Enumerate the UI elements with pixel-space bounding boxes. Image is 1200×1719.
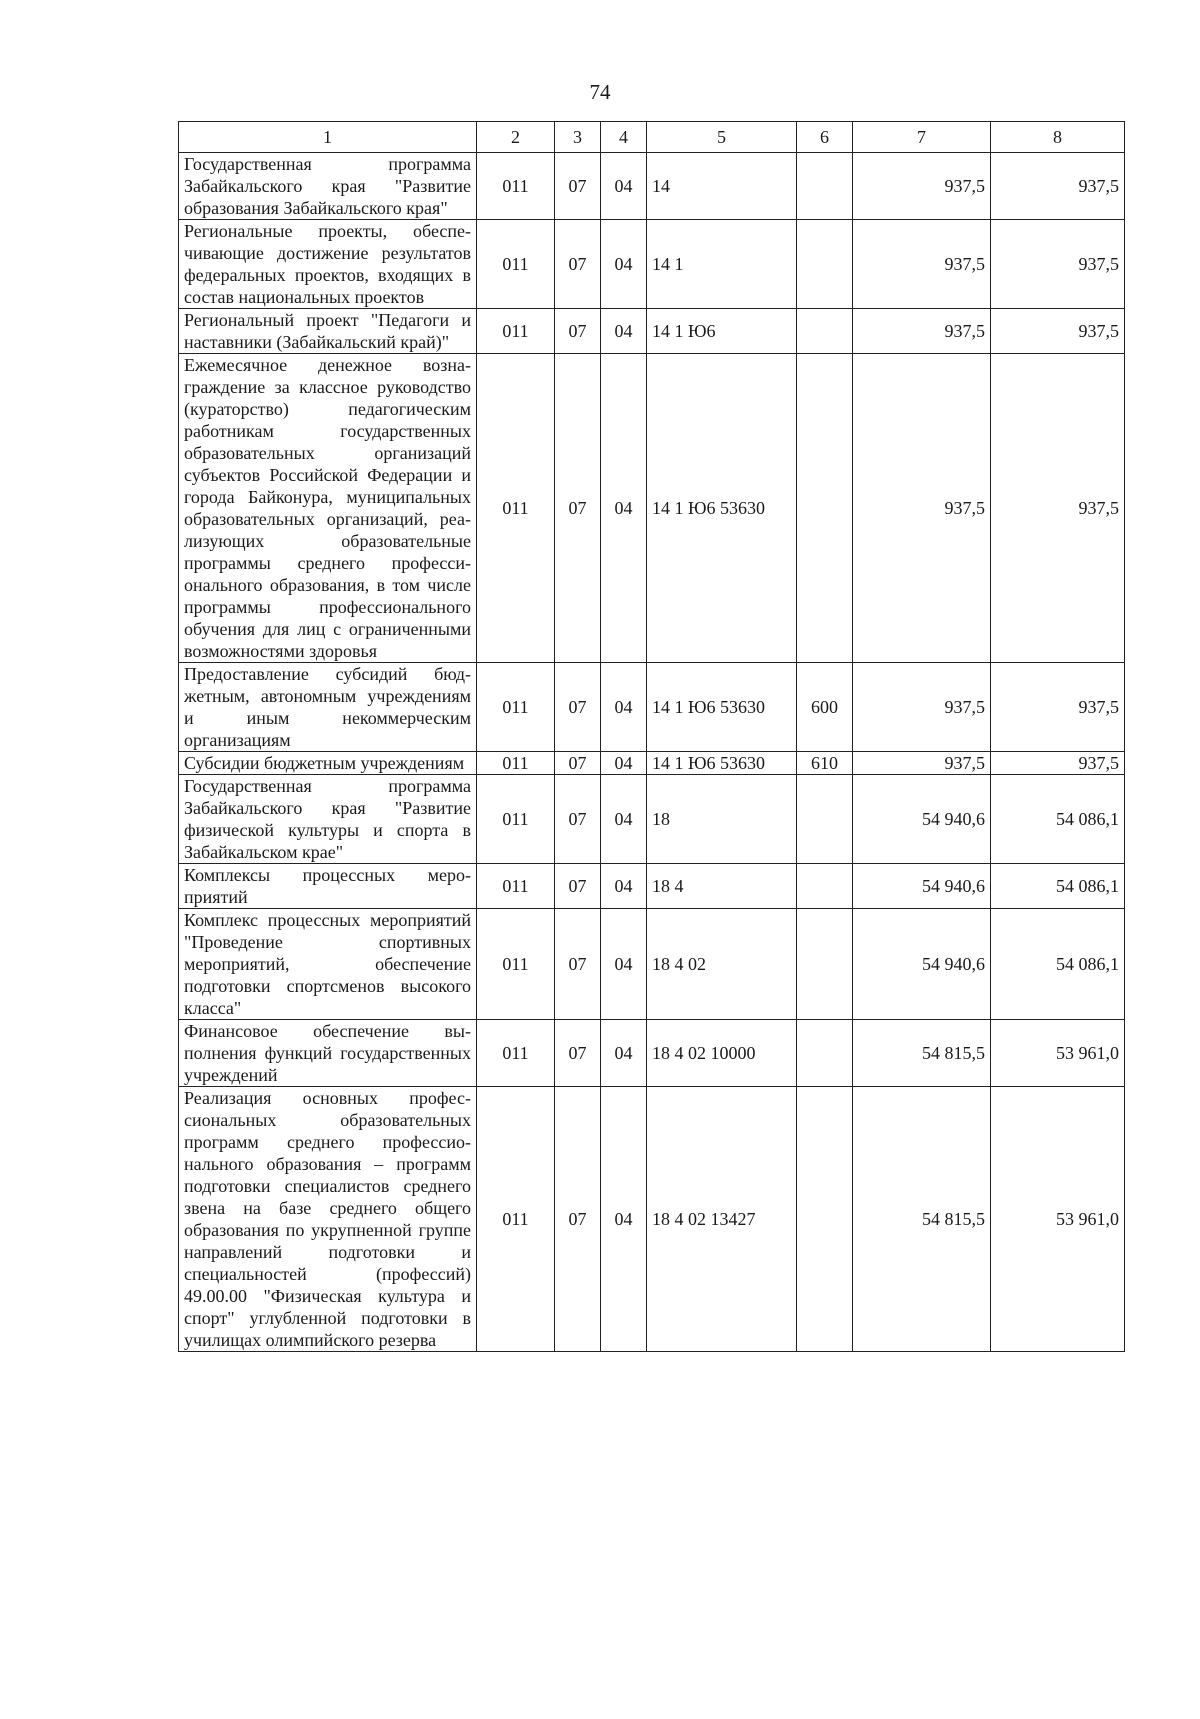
table-row (179, 153, 1125, 220)
header-col-8: 8 (991, 122, 1125, 153)
row-amount-col7: 937,5 (853, 663, 991, 752)
row-subsection: 04 (601, 153, 647, 220)
row-expense-type: 610 (797, 752, 853, 775)
row-subsection: 04 (601, 864, 647, 909)
table-row (179, 309, 1125, 354)
row-target-item: 18 4 02 10000 (647, 1020, 797, 1087)
header-row (179, 122, 1125, 153)
row-ministry-code: 011 (477, 864, 555, 909)
row-expense-type (797, 909, 853, 1020)
budget-table (178, 121, 1125, 1352)
table-row (179, 864, 1125, 909)
row-name: Предоставление субсидий бюджетным, автономным учреждениям и иным некоммерческим организациям (179, 663, 477, 752)
row-name: Комплексы процессных мероприятий (179, 864, 477, 909)
row-ministry-code: 011 (477, 220, 555, 309)
table-row (179, 752, 1125, 775)
row-subsection: 04 (601, 663, 647, 752)
row-amount-col8: 937,5 (991, 220, 1125, 309)
row-amount-col8: 53 961,0 (991, 1087, 1125, 1352)
row-target-item: 14 1 Ю6 53630 (647, 354, 797, 663)
header-col-1: 1 (179, 122, 477, 153)
row-amount-col7: 937,5 (853, 752, 991, 775)
row-amount-col8: 937,5 (991, 752, 1125, 775)
table-row (179, 1087, 1125, 1352)
header-col-2: 2 (477, 122, 555, 153)
row-amount-col7: 54 815,5 (853, 1020, 991, 1087)
row-section: 07 (555, 864, 601, 909)
row-section: 07 (555, 354, 601, 663)
row-target-item: 14 1 Ю6 (647, 309, 797, 354)
row-section: 07 (555, 752, 601, 775)
row-expense-type (797, 220, 853, 309)
row-target-item: 14 1 Ю6 53630 (647, 752, 797, 775)
row-name: Региональный проект "Педагоги и наставники (Забайкальский край)" (179, 309, 477, 354)
row-name: Ежемесячное денежное вознаграждение за классное руководство (кураторство) педагогическим работникам государственных образовательных организаций субъектов Российской Федерации и города Байконура, муниципальных образовательных организаций, реализующих образовательные программы среднего профессионального образования, в том числе программы профессионального обучения для лиц с ограниченными возможностями здоровья (179, 354, 477, 663)
row-expense-type: 600 (797, 663, 853, 752)
row-amount-col7: 54 940,6 (853, 864, 991, 909)
row-amount-col7: 937,5 (853, 309, 991, 354)
row-amount-col8: 54 086,1 (991, 864, 1125, 909)
row-target-item: 18 (647, 775, 797, 864)
row-section: 07 (555, 153, 601, 220)
row-section: 07 (555, 1020, 601, 1087)
row-amount-col7: 937,5 (853, 153, 991, 220)
row-target-item: 14 1 Ю6 53630 (647, 663, 797, 752)
table-row (179, 1020, 1125, 1087)
row-amount-col7: 54 940,6 (853, 909, 991, 1020)
table-row (179, 909, 1125, 1020)
row-amount-col8: 937,5 (991, 663, 1125, 752)
row-target-item: 14 (647, 153, 797, 220)
row-expense-type (797, 309, 853, 354)
row-expense-type (797, 864, 853, 909)
row-subsection: 04 (601, 1087, 647, 1352)
row-subsection: 04 (601, 309, 647, 354)
row-subsection: 04 (601, 775, 647, 864)
table-row (179, 775, 1125, 864)
row-subsection: 04 (601, 220, 647, 309)
row-ministry-code: 011 (477, 1087, 555, 1352)
table-row (179, 220, 1125, 309)
row-name: Региональные проекты, обеспечивающие достижение результатов федеральных проектов, входящих в состав национальных проектов (179, 220, 477, 309)
row-section: 07 (555, 663, 601, 752)
row-amount-col7: 54 815,5 (853, 1087, 991, 1352)
row-ministry-code: 011 (477, 752, 555, 775)
row-amount-col7: 937,5 (853, 354, 991, 663)
row-amount-col8: 53 961,0 (991, 1020, 1125, 1087)
header-col-3: 3 (555, 122, 601, 153)
row-amount-col8: 54 086,1 (991, 775, 1125, 864)
row-name: Финансовое обеспечение выполнения функций государственных учреждений (179, 1020, 477, 1087)
row-amount-col7: 937,5 (853, 220, 991, 309)
row-expense-type (797, 354, 853, 663)
row-expense-type (797, 1020, 853, 1087)
row-expense-type (797, 1087, 853, 1352)
row-ministry-code: 011 (477, 775, 555, 864)
row-subsection: 04 (601, 752, 647, 775)
row-name: Государственная программа Забайкальского края "Развитие образования Забайкальского края" (179, 153, 477, 220)
header-col-4: 4 (601, 122, 647, 153)
row-target-item: 18 4 02 (647, 909, 797, 1020)
row-target-item: 18 4 (647, 864, 797, 909)
row-target-item: 14 1 (647, 220, 797, 309)
page-number: 74 (589, 80, 611, 104)
row-name: Субсидии бюджетным учреждениям (179, 752, 477, 775)
row-section: 07 (555, 775, 601, 864)
row-amount-col8: 937,5 (991, 309, 1125, 354)
row-ministry-code: 011 (477, 354, 555, 663)
row-subsection: 04 (601, 354, 647, 663)
row-amount-col8: 54 086,1 (991, 909, 1125, 1020)
table-row (179, 354, 1125, 663)
header-col-5: 5 (647, 122, 797, 153)
row-target-item: 18 4 02 13427 (647, 1087, 797, 1352)
table-row (179, 663, 1125, 752)
row-amount-col8: 937,5 (991, 354, 1125, 663)
row-name: Комплекс процессных мероприятий "Проведение спортивных мероприятий, обеспечение подготовки спортсменов высокого класса" (179, 909, 477, 1020)
row-subsection: 04 (601, 909, 647, 1020)
row-name: Реализация основных профессиональных образовательных программ среднего профессионального образования – программ подготовки специалистов среднего звена на базе среднего общего образования по укрупненной группе направлений подготовки и специальностей (профессий) 49.00.00 "Физическая культура и спорт" углубленной подготовки в училищах олимпийского резерва (179, 1087, 477, 1352)
row-section: 07 (555, 220, 601, 309)
row-ministry-code: 011 (477, 909, 555, 1020)
row-section: 07 (555, 909, 601, 1020)
row-amount-col7: 54 940,6 (853, 775, 991, 864)
row-expense-type (797, 153, 853, 220)
header-col-6: 6 (797, 122, 853, 153)
row-section: 07 (555, 309, 601, 354)
row-subsection: 04 (601, 1020, 647, 1087)
row-ministry-code: 011 (477, 1020, 555, 1087)
row-ministry-code: 011 (477, 663, 555, 752)
row-amount-col8: 937,5 (991, 153, 1125, 220)
header-col-7: 7 (853, 122, 991, 153)
row-name: Государственная программа Забайкальского края "Развитие физической культуры и спорта в Забайкальском крае" (179, 775, 477, 864)
row-expense-type (797, 775, 853, 864)
row-ministry-code: 011 (477, 153, 555, 220)
row-section: 07 (555, 1087, 601, 1352)
row-ministry-code: 011 (477, 309, 555, 354)
